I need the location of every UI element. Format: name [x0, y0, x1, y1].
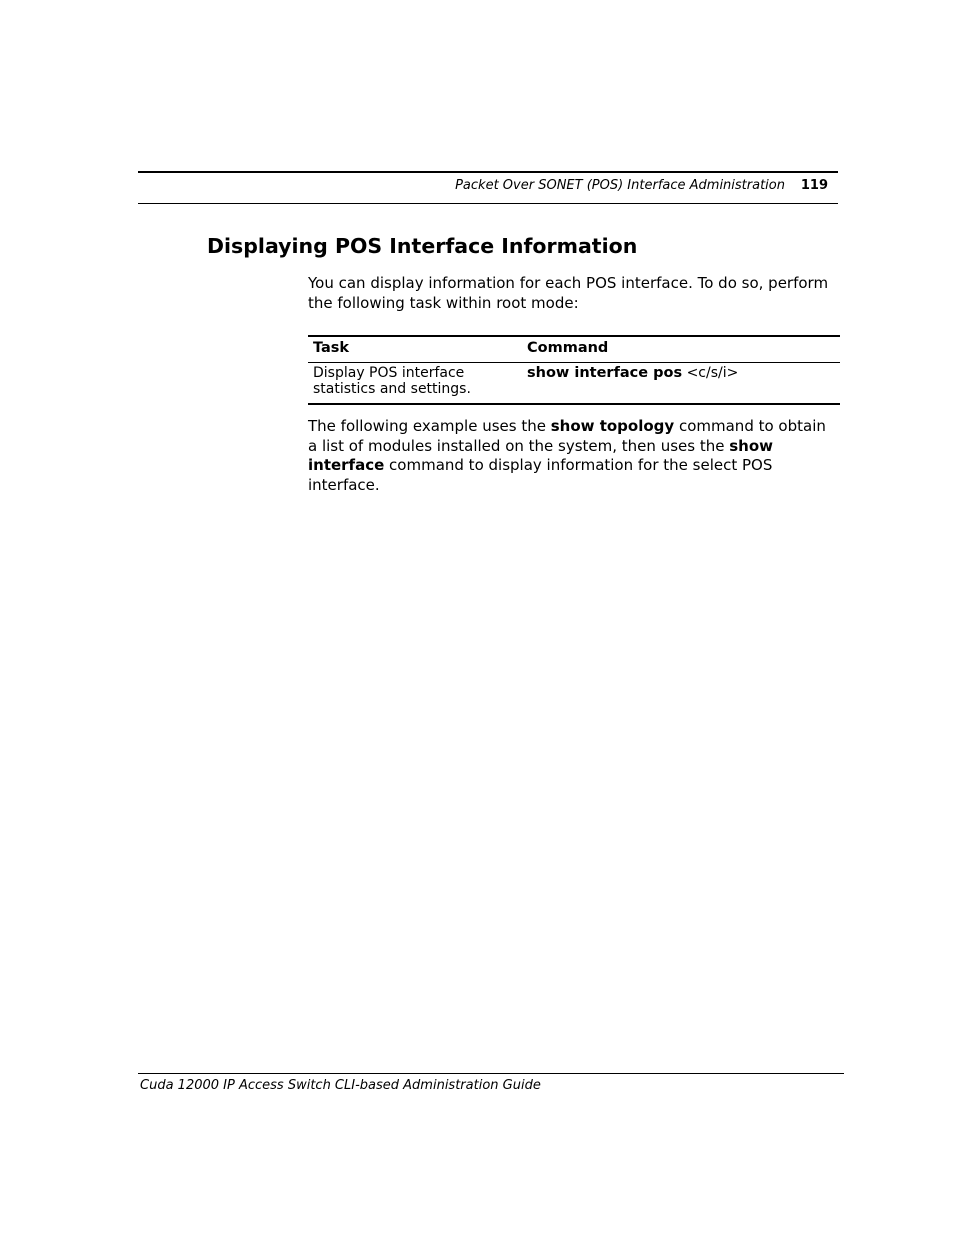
command-show-topology: show topology	[550, 417, 675, 435]
footer-rule	[138, 1073, 844, 1074]
header-top-rule	[138, 171, 838, 173]
table-header-command: Command	[527, 340, 609, 356]
header-bottom-rule	[138, 203, 838, 204]
command-show-interface: show interface	[308, 436, 773, 474]
table-header-task: Task	[313, 340, 350, 356]
example-paragraph	[308, 417, 838, 495]
table-header-rule	[308, 362, 840, 363]
page-number: 119	[800, 178, 828, 193]
running-head: Packet Over SONET (POS) Interface Administration	[455, 178, 785, 193]
command-argument: <c/s/i>	[682, 365, 739, 381]
table-top-rule	[308, 335, 840, 337]
table-cell-command	[527, 365, 738, 381]
footer-guide-title: Cuda 12000 IP Access Switch CLI-based Administration Guide	[140, 1078, 541, 1093]
table-bottom-rule	[308, 403, 840, 405]
section-title: Displaying POS Interface Information	[207, 234, 638, 258]
example-text-2: command to obtain a list of modules installed on the system, then uses the	[308, 417, 826, 455]
example-text-1: The following example uses the	[308, 417, 551, 435]
table-cell-task: Display POS interface statistics and settings.	[313, 365, 471, 397]
intro-paragraph: You can display information for each POS interface. To do so, perform the following task within root mode:	[308, 274, 829, 312]
example-text-3: command to display information for the select POS interface.	[308, 456, 773, 494]
command-keyword: show interface pos	[527, 365, 683, 381]
